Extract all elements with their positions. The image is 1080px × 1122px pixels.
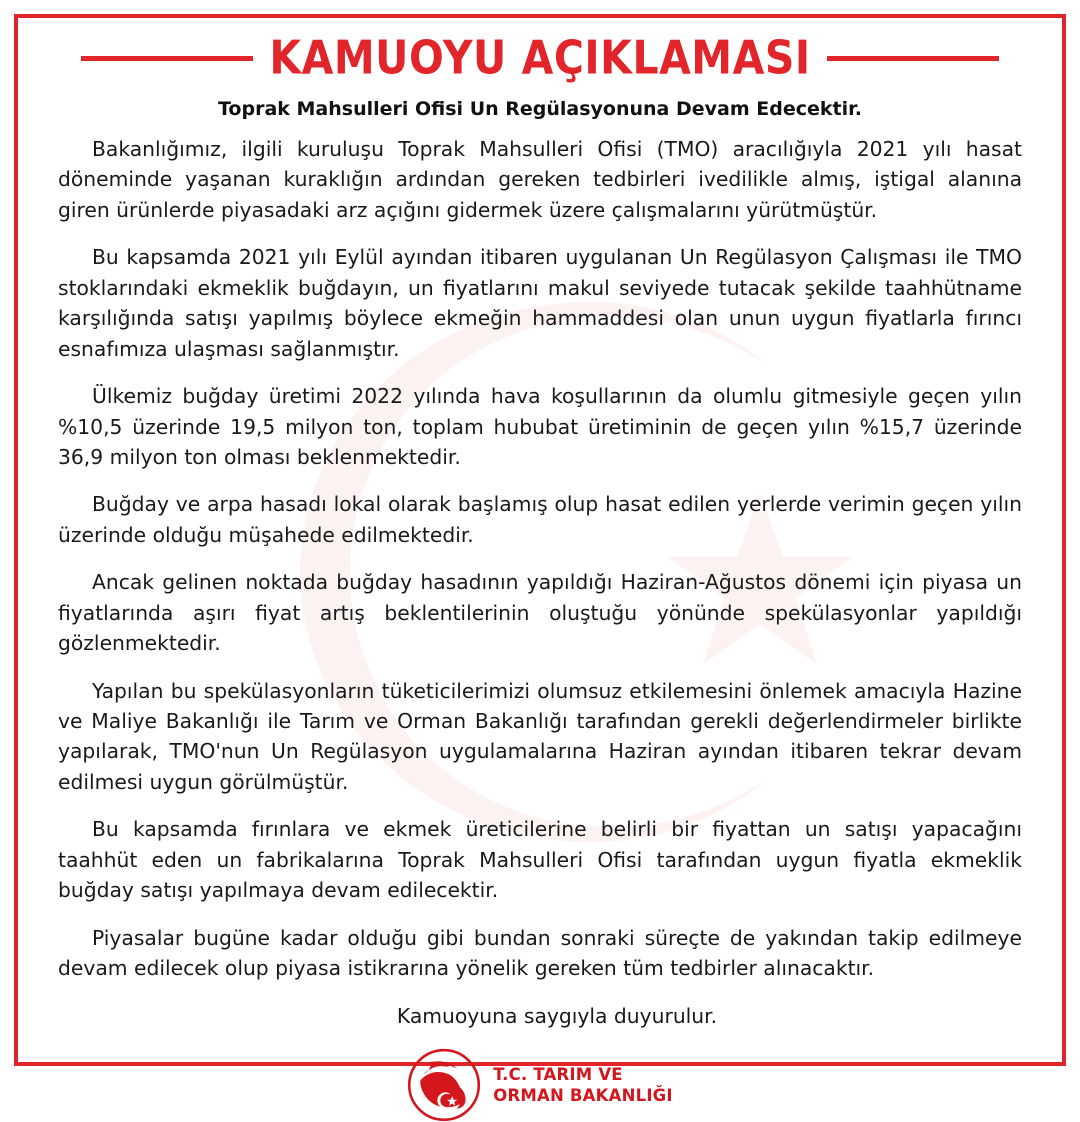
body-text (58, 134, 1022, 1031)
ministry-logo (58, 1048, 1022, 1122)
ministry-logo-line1: T.C. TARIM VE (493, 1064, 623, 1084)
page-title: KAMUOYU AÇIKLAMASI (269, 31, 811, 85)
document-content (14, 14, 1066, 1105)
ministry-logo-line2: ORMAN BAKANLIĞI (493, 1085, 673, 1105)
paragraph-8: Piyasalar bugüne kadar olduğu gibi bundan sonraki süreçte de yakından takip edilmeye devam edilecek olup piyasa istikrarına yönelik gereken tüm tedbirler alınacaktır. (58, 925, 1022, 981)
subtitle: Toprak Mahsulleri Ofisi Un Regülasyonuna Devam Edecektir. (217, 98, 862, 120)
title-rule-right (827, 56, 999, 61)
crescent-star-emblem-icon (407, 1048, 481, 1122)
title-row (58, 31, 1022, 85)
ministry-logo-text (493, 1064, 673, 1106)
paragraph-1: Bakanlığımız, ilgili kuruluşu Toprak Mahsulleri Ofisi (TMO) aracılığıyla 2021 yılı hasat döneminde yaşanan kuraklığın ardından gereken tedbirleri ivedilikle almış, iştigal alanına giren ürünlerde piyasadaki arz açığını gidermek üzere çalışmalarını yürütmüştür. (58, 137, 1022, 222)
paragraph-6: Yapılan bu spekülasyonların tüketicilerimizi olumsuz etkilemesini önlemek amacıyla Hazine ve Maliye Bakanlığı ile Tarım ve Orman Bakanlığı tarafından gerekli değerlendirmeler birlikte yapılarak, TMO'nun Un Regülasyon uygulamalarına Haziran ayından itibaren tekrar devam edilmesi uygun görülmüştür. (58, 678, 1022, 794)
closing-line: Kamuoyuna saygıyla duyurulur. (396, 1003, 718, 1028)
paragraph-4: Buğday ve arpa hasadı lokal olarak başlamış olup hasat edilen yerlerde verimin geçen yılın üzerinde olduğu müşahede edilmektedir. (58, 492, 1022, 547)
paragraph-7: Bu kapsamda fırınlara ve ekmek üreticilerine belirli bir fiyattan un satışı yapacağını taahhüt eden un fabrikalarına Toprak Mahsulleri Ofisi tarafından uygun fiyatla ekmeklik buğday satışı yapılmaya devam edilecektir. (58, 817, 1022, 903)
title-rule-left (81, 56, 253, 61)
paragraph-2: Bu kapsamda 2021 yılı Eylül ayından itibaren uygulanan Un Regülasyon Çalışması ile TMO stoklarındaki ekmeklik buğdayın, un fiyatlarını makul seviyede tutacak şekilde taahhütname karşılığında satışı yapılmış böylece ekmeğin hammaddesi olan unun uygun fiyatlarla fırıncı esnafımıza ulaşması sağlanmıştır. (58, 245, 1022, 361)
paragraph-3: Ülkemiz buğday üretimi 2022 yılında hava koşullarının da olumlu gitmesiyle geçen yılın %10,5 üzerinde 19,5 milyon ton, toplam hububat üretiminin de geçen yılın %15,7 üzerinde 36,9 milyon ton olması beklenmektedir. (58, 384, 1022, 469)
paragraph-5: Ancak gelinen noktada buğday hasadının yapıldığı Haziran-Ağustos dönemi için piyasa un fiyatlarında aşırı fiyat artış beklentilerinin oluştuğu yönünde spekülasyonlar yapıldığı gözlenmektedir. (58, 570, 1022, 656)
